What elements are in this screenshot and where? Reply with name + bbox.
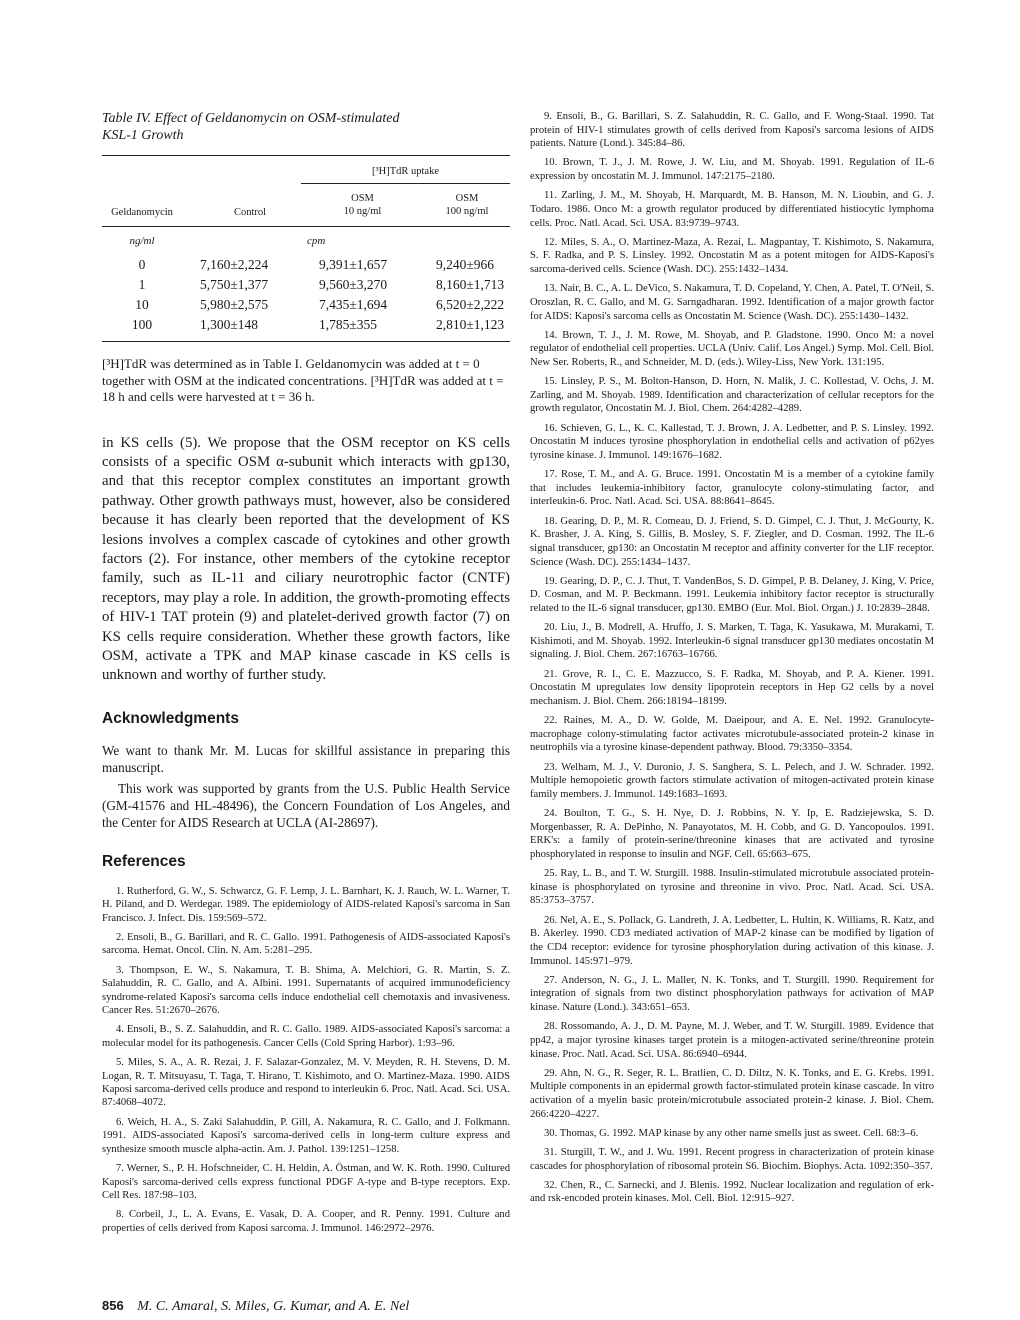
col-osm100-label: OSM (455, 193, 479, 204)
page-footer (102, 1298, 409, 1315)
reference-item: 5. Miles, S. A., A. R. Rezai, J. F. Salazar-Gonzalez, M. V. Meyden, R. H. Stevens, D. M. Logan, R. T. Mitsuyasu, T. Taga, T. Hirano, T. Kishimoto, and O. Martinez-Maza. 1990. AIDS Kaposi sarcoma-derived cells produce and respond to interleukin 6. Proc. Natl. Acad. Sci. USA. 87:4068–4072. (102, 1057, 510, 1109)
page-number: 856 (102, 1298, 124, 1313)
col-osm100-unit: 100 ng/ml (445, 206, 489, 217)
reference-item: 24. Boulton, T. G., S. H. Nye, D. J. Robbins, N. Y. Ip, E. Radziejewska, S. D. Morgenbasser, R. A. DePinho, N. Panayotatos, M. H. Cobb, and G. D. Yancopoulos. 1991. ERK's: a family of protein-serine/threonine kinases that are activated and tyrosine phosphorylated in response to insulin and NGF. Cell. 65:663–675. (530, 808, 934, 860)
unit-ng: ng/ml (129, 235, 155, 247)
reference-item: 20. Liu, J., B. Modrell, A. Hruffo, J. S. Marken, T. Taga, K. Yasukawa, M. Murakami, T. Kishimoti, and M. Shoyab. 1992. Interleukin-6 signal transducer gp130 mediates oncostatin M signaling. J. Biol. Chem. 267:16763–16766. (530, 622, 934, 661)
cell-osm10: 1,785±355 (319, 317, 378, 332)
cell-control: 7,160±2,224 (200, 257, 269, 272)
reference-item: 11. Zarling, J. M., M. Shoyab, H. Marquardt, M. B. Hanson, M. N. Lioubin, and G. J. Todaro. 1986. Onco M: a growth regulator produced by differentiated histiocytic lymphoma cells. Proc. Natl. Acad. Sci. USA. 83:9739–9743. (530, 190, 934, 229)
reference-item: 3. Thompson, E. W., S. Nakamura, T. B. Shima, A. Melchiori, G. R. Martin, S. Z. Salahuddin, R. C. Gallo, and A. Albini. 1991. Supernatants of acquired immunodeficiency syndrome-related Kaposi's sarcoma cells induce endothelial cell chemotaxis and invasiveness. Cancer Res. 51:2670–2676. (102, 964, 510, 1017)
reference-item: 26. Nel, A. E., S. Pollack, G. Landreth, J. A. Ledbetter, L. Hultin, K. Williams, R. Katz, and B. Akerley. 1990. CD3 mediated activation of MAP-2 kinase can be modified by ligation of the CD4 receptor: evidence for tyrosine phosphorylation during activation of this kinase. J. Immunol. 145:971–979. (530, 914, 934, 967)
reference-item: 10. Brown, T. J., J. M. Rowe, J. W. Liu, and M. Shoyab. 1991. Regulation of IL-6 expression by oncostatin M. J. Immunol. 147:2175–2180. (530, 157, 934, 183)
right-column (530, 110, 934, 1212)
unit-cpm: cpm (307, 235, 326, 247)
reference-item: 17. Rose, T. M., and A. G. Bruce. 1991. Oncostatin M is a member of a cytokine family that includes leukemia-inhibitory factor, granulocyte colony-stimulating factor, and interleukin-6. Proc. Natl. Acad. Sci. USA. 88:8641–8645. (530, 469, 934, 508)
reference-item: 13. Nair, B. C., A. L. DeVico, S. Nakamura, T. D. Copeland, Y. Chen, A. Patel, T. O'Neil, S. Oroszlan, R. C. Gallo, and M. G. Sarngadharan. 1992. Identification of a major growth factor for AIDS: Kaposi's sarcoma cells as Oncostatin M. Science (Wash. DC). 255:1430–1432. (530, 283, 934, 322)
reference-item: 7. Werner, S., P. H. Hofschneider, C. H. Heldin, A. Östman, and W. K. Roth. 1990. Cultured Kaposi's sarcoma-derived cells express functional PDGF A-type and B-type receptors. Exp. Cell Res. 187:98–103. (102, 1163, 510, 1201)
reference-item: 22. Raines, M. A., D. W. Golde, M. Daeipour, and A. E. Nel. 1992. Granulocyte-macrophage colony-stimulating factor activates microtubule-associated protein-2 kinase in neutrophils via a tyrosine kinase-dependent pathway. Blood. 79:3350–3354. (530, 715, 934, 754)
col-osm10-label: OSM (351, 193, 374, 204)
reference-item: 1. Rutherford, G. W., S. Schwarcz, G. F. Lemp, J. L. Barnhart, K. J. Rauch, W. L. Warner, T. H. Piland, and D. Werdegar. 1989. The epidemiology of AIDS-related Kaposi's sarcoma in San Francisco. J. Infect. Dis. 159:569–572. (102, 885, 510, 924)
cell-osm100: 6,520±2,222 (436, 297, 505, 312)
cell-dose: 100 (131, 317, 153, 332)
table-row (102, 275, 510, 295)
cell-osm100: 2,810±1,123 (436, 317, 505, 332)
cell-osm10: 7,435±1,694 (319, 297, 388, 312)
cell-osm10: 9,560±3,270 (319, 277, 388, 292)
cell-dose: 10 (135, 297, 149, 312)
reference-item: 8. Corbeil, J., L. A. Evans, E. Vasak, D. A. Cooper, and R. Penny. 1991. Culture and properties of cells derived from Kaposi sarcoma. J. Immunol. 146:2972–2976. (102, 1209, 510, 1234)
reference-item: 4. Ensoli, B., S. Z. Salahuddin, and R. C. Gallo. 1989. AIDS-associated Kaposi's sarcoma: a molecular model for its pathogenesis. Cancer Cells (Cold Spring Harbor). 1:93–96. (102, 1024, 510, 1049)
footer-authors: M. C. Amaral, S. Miles, G. Kumar, and A. E. Nel (137, 1299, 410, 1314)
reference-item: 19. Gearing, D. P., C. J. Thut, T. VandenBos, S. D. Gimpel, P. B. Delaney, J. King, V. Price, D. Cosman, and M. P. Beckmann. 1991. Leukemia inhibitory factor receptor is structurally related to the IL-6 signal transducer, gp130. EMBO (Eur. Mol. Biol. Organ.) J. 10:2839–2848. (530, 575, 934, 614)
table-note: [³H]TdR was determined as in Table I. Geldanomycin was added at t = 0 together with OSM at the indicated concentrations. [³H]TdR was added at t = 18 h and cells were harvested at t = 36 h. (102, 356, 504, 404)
reference-item: 9. Ensoli, B., G. Barillari, S. Z. Salahuddin, R. C. Gallo, and F. Wong-Staal. 1990. Tat protein of HIV-1 stimulates growth of cells derived from Kaposi's sarcoma lesions of AIDS patients. Nature (Lond.). 345:84–86. (530, 111, 934, 150)
reference-item: 14. Brown, T. J., J. M. Rowe, M. Shoyab, and P. Gladstone. 1990. Onco M: a novel regulator of endothelial cell properties. UCLA (Univ. Calif. Los Angel.) Symp. Mol. Cell. Biol. New Ser. Roberts, R., and Schneider, M. D. (eds.). Wiley-Liss, New York. 131:195. (530, 329, 934, 368)
reference-item: 2. Ensoli, B., G. Barillari, and R. C. Gallo. 1991. Pathogenesis of AIDS-associated Kaposi's sarcoma. Hemat. Oncol. Clin. N. Am. 5:281–295. (102, 932, 510, 957)
results-table (102, 155, 510, 342)
col-control: Control (233, 207, 267, 218)
cell-osm100: 8,160±1,713 (436, 277, 505, 292)
references-list-right (530, 110, 934, 1206)
cell-control: 5,750±1,377 (200, 277, 269, 292)
left-column (102, 110, 510, 1241)
cell-dose: 0 (138, 257, 146, 272)
col-osm100 (424, 184, 510, 227)
references-list-left (102, 885, 510, 1235)
acknowledgments-para1: We want to thank Mr. M. Lucas for skillful assistance in preparing this manuscript. (102, 742, 510, 775)
reference-item: 12. Miles, S. A., O. Martinez-Maza, A. Rezai, L. Magpantay, T. Kishimoto, S. Nakamura, S. F. Radka, and P. S. Linsley. 1992. Oncostatin M as a potent mitogen for AIDS-Kaposi's sarcoma-derived cells. Science (Wash. DC). 255:1432–1434. (530, 236, 934, 276)
uptake-header: [³H]TdR uptake (301, 156, 510, 184)
reference-item: 16. Schieven, G. L., K. C. Kallestad, T. J. Brown, J. A. Ledbetter, and P. S. Linsley. 1992. Oncostatin M induces tyrosine phosphorylation in endothelial cells and activation of p62yes tyrosine kinase. J. Immunol. 149:1676–1682. (530, 422, 934, 461)
table-row (102, 295, 510, 315)
reference-item: 32. Chen, R., C. Sarnecki, and J. Blenis. 1992. Nuclear localization and regulation of erk- and rsk-encoded protein kinases. Mol. Cell. Biol. 12:915–927. (530, 1179, 934, 1205)
reference-item: 25. Ray, L. B., and T. W. Sturgill. 1988. Insulin-stimulated microtubule associated protein-kinase is phosphorylated on tyrosine and threonine in vivo. Proc. Natl. Acad. Sci. USA. 85:3753–3757. (530, 868, 934, 907)
cell-osm10: 9,391±1,657 (319, 257, 388, 272)
table-caption (102, 110, 510, 144)
acknowledgments-para2: This work was supported by grants from the U.S. Public Health Service (GM-41576 and HL-48496), the Concern Foundation of Los Angeles, and the Center for AIDS Research at UCLA (AI-28697). (102, 780, 510, 830)
col-osm10-unit: 10 ng/ml (343, 206, 382, 217)
reference-item: 15. Linsley, P. S., M. Bolton-Hanson, D. Horn, N. Malik, J. C. Kollestad, V. Ochs, J. M. Zarling, and M. Shoyab. 1989. Identification and characterization of cellular receptors for the growth regulator, Oncostatin M. J. Biol. Chem. 264:4282–4289. (530, 376, 934, 415)
reference-item: 21. Grove, R. I., C. E. Mazzucco, S. F. Radka, M. Shoyab, and P. A. Kiener. 1991. Oncostatin M upregulates low density lipoprotein receptors in Hep G2 cells by a novel mechanism. J. Biol. Chem. 266:18194–18199. (530, 668, 934, 707)
reference-item: 28. Rossomando, A. J., D. M. Payne, M. J. Weber, and T. W. Sturgill. 1989. Evidence that pp42, a major tyrosine kinases target protein is a mitogen-activated serine/threonine protein kinase. Proc. Natl. Acad. Sci. USA. 86:6940–6944. (530, 1021, 934, 1060)
table-caption-line2: KSL-1 Growth (102, 128, 184, 143)
col-osm10 (301, 184, 424, 227)
cell-control: 5,980±2,575 (200, 297, 269, 312)
cell-dose: 1 (138, 277, 146, 292)
cell-osm100: 9,240±966 (436, 257, 495, 272)
col-geldanomycin: Geldanomycin (111, 207, 173, 218)
table-caption-line1: Table IV. Effect of Geldanomycin on OSM-stimulated (102, 111, 400, 126)
cell-control: 1,300±148 (200, 317, 259, 332)
table-row (102, 315, 510, 335)
reference-item: 30. Thomas, G. 1992. MAP kinase by any other name smells just as sweet. Cell. 68:3–6. (544, 1127, 919, 1139)
table-row (102, 255, 510, 275)
reference-item: 18. Gearing, D. P., M. R. Comeau, D. J. Friend, S. D. Gimpel, C. J. Thut, J. McGourty, K. K. Brasher, J. A. King, S. Gillis, B. Mosley, S. F. Ziegler, and D. Cosman. 1992. The IL-6 signal transducer, gp130: an Oncostatin M receptor and affinity converter for the LIF receptor. Science (Wash. DC). 255:1434–1437. (530, 515, 934, 568)
body-paragraph: in KS cells (5). We propose that the OSM receptor on KS cells consists of a specific OSM α-subunit which interacts with gp130, and that this receptor complex constitutes an important growth pathway. Other growth pathways must, however, also be considered because it has clearly been reported that the development of KS lesions involves a complex cascade of cytokines and other growth factors (2). For instance, other members of the cytokine receptor family, such as IL-11 and ciliary neurotrophic factor (CNTF) receptors, may play a role. In addition, the growth-promoting effects of HIV-1 TAT protein (9) and platelet-derived growth factor (7) on KS cells require consideration. Whether these growth factors, like OSM, activate a TPK and MAP kinase cascade in KS cells is unknown and worthy of further study. (102, 434, 510, 684)
references-heading: References (102, 852, 186, 870)
acknowledgments-heading: Acknowledgments (102, 709, 239, 727)
reference-item: 27. Anderson, N. G., J. L. Maller, N. K. Tonks, and T. Sturgill. 1990. Requirement for integration of signals from two distinct phosphorylation pathways for activation of MAP kinase. Nature (Lond.). 343:651–653. (530, 974, 934, 1014)
reference-item: 29. Ahn, N. G., R. Seger, R. L. Bratlien, C. D. Diltz, N. K. Tonks, and E. G. Krebs. 1991. Multiple components in an epidermal growth factor-stimulated protein kinase cascade. In vitro activation of a myelin basic protein/microtubule associated protein-2 kinase. J. Biol. Chem. 266:4220–4227. (530, 1067, 934, 1120)
reference-item: 6. Weich, H. A., S. Zaki Salahuddin, P. Gill, A. Nakamura, R. C. Gallo, and J. Folkmann. 1991. AIDS-associated Kaposi's sarcoma-derived cells in long-term culture express and synthesize smooth muscle alpha-actin. Am. J. Pathol. 139:1251–1258. (102, 1116, 510, 1155)
reference-item: 23. Welham, M. J., V. Duronio, J. S. Sanghera, S. L. Pelech, and J. W. Schrader. 1992. Multiple hemopoietic growth factors stimulate activation of mitogen-activated protein kinase family members. J. Immunol. 149:1683–1693. (530, 761, 934, 800)
reference-item: 31. Sturgill, T. W., and J. Wu. 1991. Recent progress in characterization of protein kinase cascades for phosphorylation of ribosomal protein S6. Biochim. Biophys. Acta. 1092:350–357. (530, 1146, 934, 1172)
